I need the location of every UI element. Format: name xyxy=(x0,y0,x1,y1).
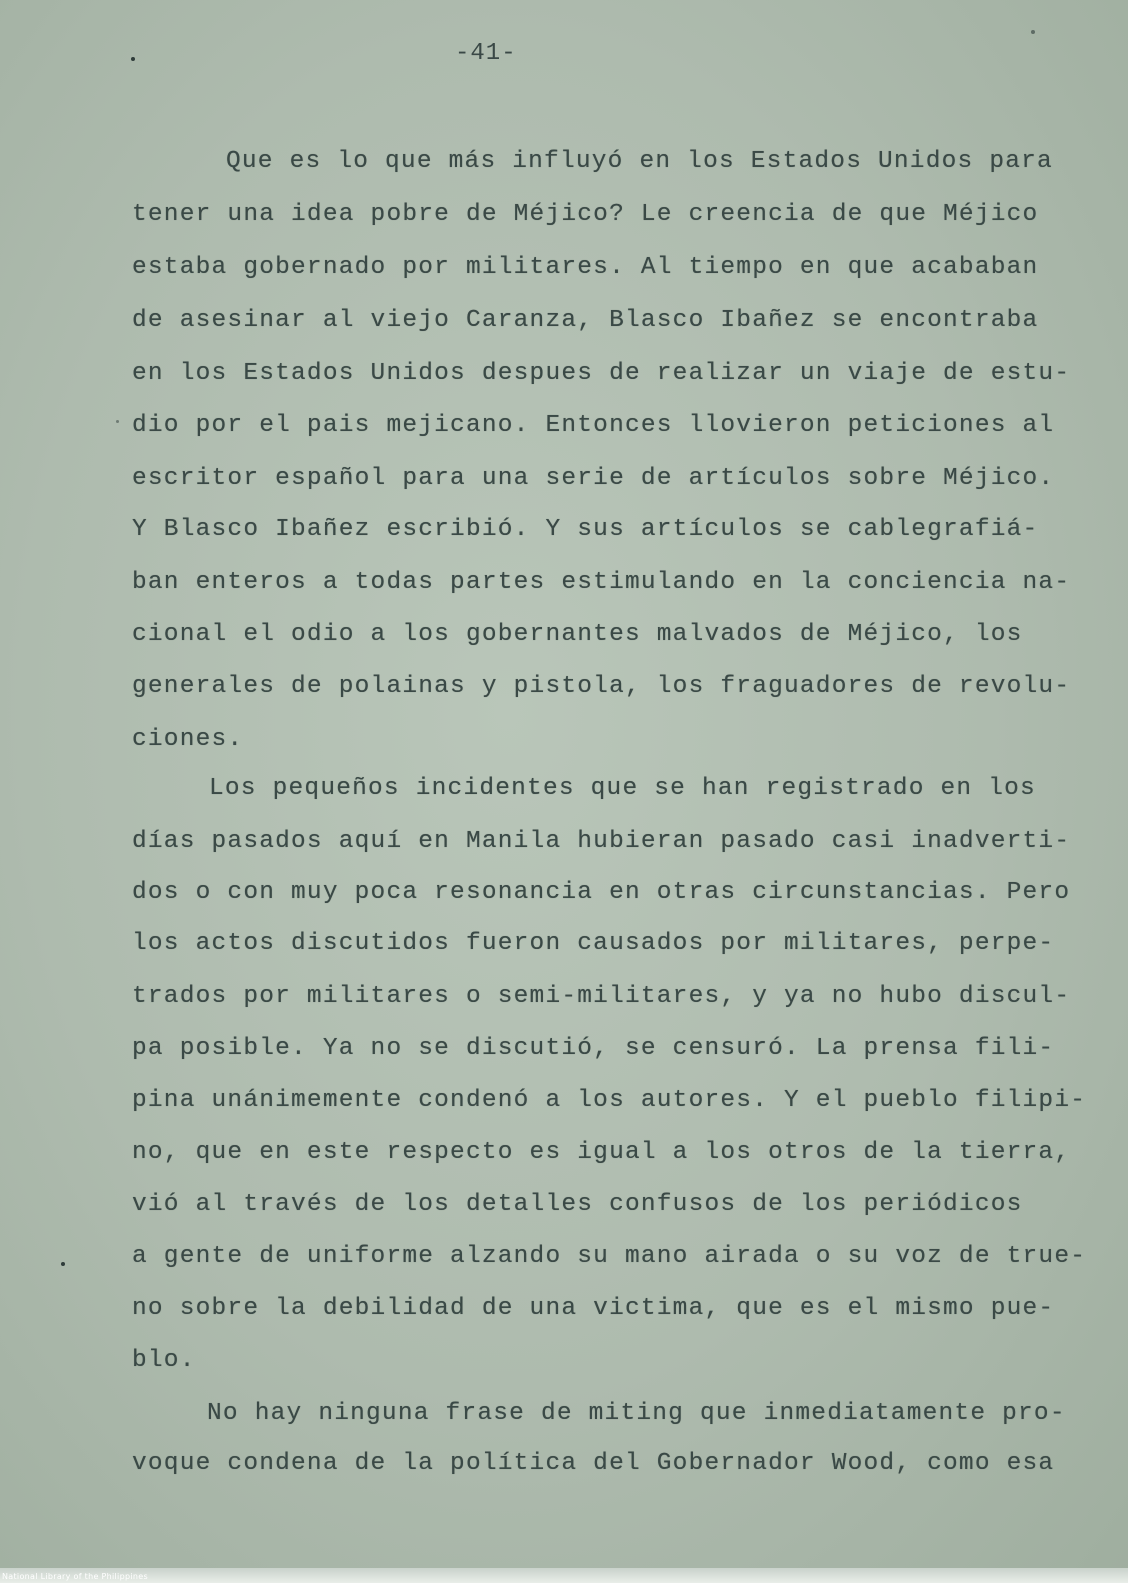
text-line: ban enteros a todas partes estimulando en la conciencia na- xyxy=(132,569,1071,596)
footer-credit: National Library of the Philippines xyxy=(2,1572,148,1581)
text-line: de asesinar al viejo Caranza, Blasco Ibañez se encontraba xyxy=(132,307,1039,334)
text-line: pina unánimemente condenó a los autores. Y el pueblo filipi- xyxy=(132,1087,1087,1114)
text-line: pa posible. Ya no se discutió, se censuró. La prensa fili- xyxy=(132,1035,1055,1062)
text-line: no, que en este respecto es igual a los otros de la tierra, xyxy=(132,1139,1071,1166)
scan-speck xyxy=(1031,30,1035,34)
text-line: vió al través de los detalles confusos de los periódicos xyxy=(132,1191,1023,1218)
text-line: Los pequeños incidentes que se han registrado en los xyxy=(209,775,1036,802)
footer-band xyxy=(0,1568,1128,1583)
text-line: escritor español para una serie de artículos sobre Méjico. xyxy=(132,465,1055,492)
text-line: no sobre la debilidad de una victima, que es el mismo pue- xyxy=(132,1295,1055,1322)
scan-speck xyxy=(116,420,119,423)
scan-speck xyxy=(61,1262,65,1266)
text-line: estaba gobernado por militares. Al tiempo en que acababan xyxy=(132,254,1039,281)
text-line: tener una idea pobre de Méjico? Le creencia de que Méjico xyxy=(132,201,1039,228)
text-line: en los Estados Unidos despues de realizar un viaje de estu- xyxy=(132,360,1071,387)
text-line: blo. xyxy=(132,1347,196,1374)
text-line: días pasados aquí en Manila hubieran pasado casi inadverti- xyxy=(132,828,1071,855)
text-line: ciones. xyxy=(132,726,244,753)
text-line: trados por militares o semi-militares, y ya no hubo discul- xyxy=(132,983,1071,1010)
text-line: voque condena de la política del Gobernador Wood, como esa xyxy=(132,1450,1055,1477)
text-line: dos o con muy poca resonancia en otras circunstancias. Pero xyxy=(132,879,1071,906)
text-line: cional el odio a los gobernantes malvados de Méjico, los xyxy=(132,621,1023,648)
text-line: Y Blasco Ibañez escribió. Y sus artículos se cablegrafiá- xyxy=(132,516,1039,543)
page-number: -41- xyxy=(455,40,517,67)
text-line: Que es lo que más influyó en los Estados Unidos para xyxy=(226,148,1053,175)
scan-speck xyxy=(131,57,135,61)
text-line: generales de polainas y pistola, los fraguadores de revolu- xyxy=(132,673,1071,700)
text-line: dio por el pais mejicano. Entonces llovieron peticiones al xyxy=(132,412,1055,439)
text-line: los actos discutidos fueron causados por militares, perpe- xyxy=(132,930,1055,957)
text-line: No hay ninguna frase de miting que inmediatamente pro- xyxy=(207,1400,1066,1427)
text-line: a gente de uniforme alzando su mano airada o su voz de true- xyxy=(132,1243,1087,1270)
